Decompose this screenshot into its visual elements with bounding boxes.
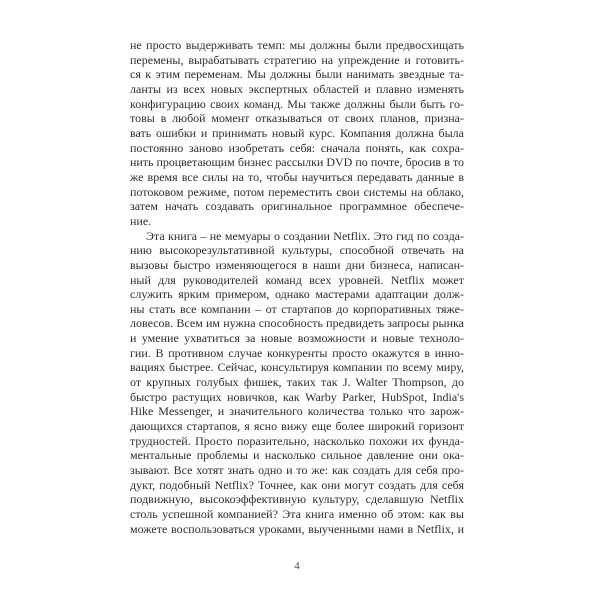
text-line: вызовы быстро изменяющегося в наши дни бизнеса, написан- [130, 257, 464, 272]
text-line: ны стать все компании – от стартапов до корпоративных тяже- [130, 301, 464, 316]
text-line: дающихся стартапов, я ясно вижу еще более широкий горизонт [130, 419, 464, 434]
text-line: служить ярким примером, однако мастерами адаптации долж- [130, 287, 464, 302]
text-line: перемены, вырабатывать стратегию на упреждение и готовить- [130, 52, 464, 67]
page-text-block [130, 38, 464, 536]
text-line: Hike Messenger, и значительного количества только что зарож- [130, 404, 464, 419]
page-number: 4 [294, 560, 300, 572]
text-line: нить процветающим бизнес рассылки DVD по почте, бросив в то [130, 155, 464, 170]
text-line: дукт, подобный Netflix? Точнее, как они могут создать для себя [130, 477, 464, 492]
text-line: нию высокорезультативной культуры, способной отвечать на [130, 243, 464, 258]
text-line: Эта книга – не мемуары о создании Netflix. Это гид по созда- [146, 228, 464, 243]
text-line: ланты из всех новых экспертных областей и плавно изменять [130, 81, 464, 96]
text-line: зывают. Все хотят знать одно и то же: как создать для себя про- [130, 463, 464, 478]
text-line: трудностей. Просто поразительно, насколько похожи их фунда- [130, 433, 464, 448]
text-line: и умение ухватиться за новые возможности и новые техноло- [130, 331, 464, 346]
text-line: столь успешной компанией? Эта книга именно об этом: как вы [130, 507, 464, 521]
text-line: ный для руководителей команд всех уровней. Netflix может [130, 272, 464, 287]
text-line: же время все силы на то, чтобы научиться передавать данные в [130, 169, 464, 184]
text-line: постоянно заново изобретать себя: сначала понять, как сохра- [130, 140, 464, 155]
text-line: ние. [130, 213, 152, 228]
text-line: товы в любой момент отказываться от своих планов, призна- [130, 111, 464, 126]
text-line: вать ошибки и принимать новый курс. Компания должна была [130, 125, 464, 140]
text-line: конфигурацию своих команд. Мы также должны были быть го- [130, 96, 464, 111]
text-line: ментальные проблемы и насколько сильное давление они ока- [130, 448, 464, 463]
text-line: можете воспользоваться уроками, выученными нами в Netflix, и [130, 521, 464, 536]
text-line: ся к этим переменам. Мы должны были нанимать звездные та- [130, 67, 464, 82]
text-line: затем начать создавать оригинальное программное обеспече- [130, 199, 464, 214]
text-line: ловесов. Всем им нужна способность предвидеть запросы рынка [130, 316, 464, 331]
text-line: не просто выдерживать темп: мы должны были предвосхищать [130, 38, 464, 52]
paragraph [130, 229, 464, 537]
text-line: подвижную, высокоэффективную культуру, сделавшую Netflix [130, 492, 464, 507]
text-line: вациях быстрее. Сейчас, консультируя компании по всему миру, [130, 360, 464, 375]
text-line: гии. В противном случае конкуренты просто окажутся в инно- [130, 345, 464, 360]
text-line: от крупных голубых фишек, таких так J. Walter Thompson, до [130, 375, 464, 390]
text-line: быстро растущих новичков, как Warby Parker, HubSpot, India's [130, 389, 464, 404]
paragraph [130, 38, 464, 229]
text-line: потоковом режиме, потом переместить свои системы на облако, [130, 184, 464, 199]
